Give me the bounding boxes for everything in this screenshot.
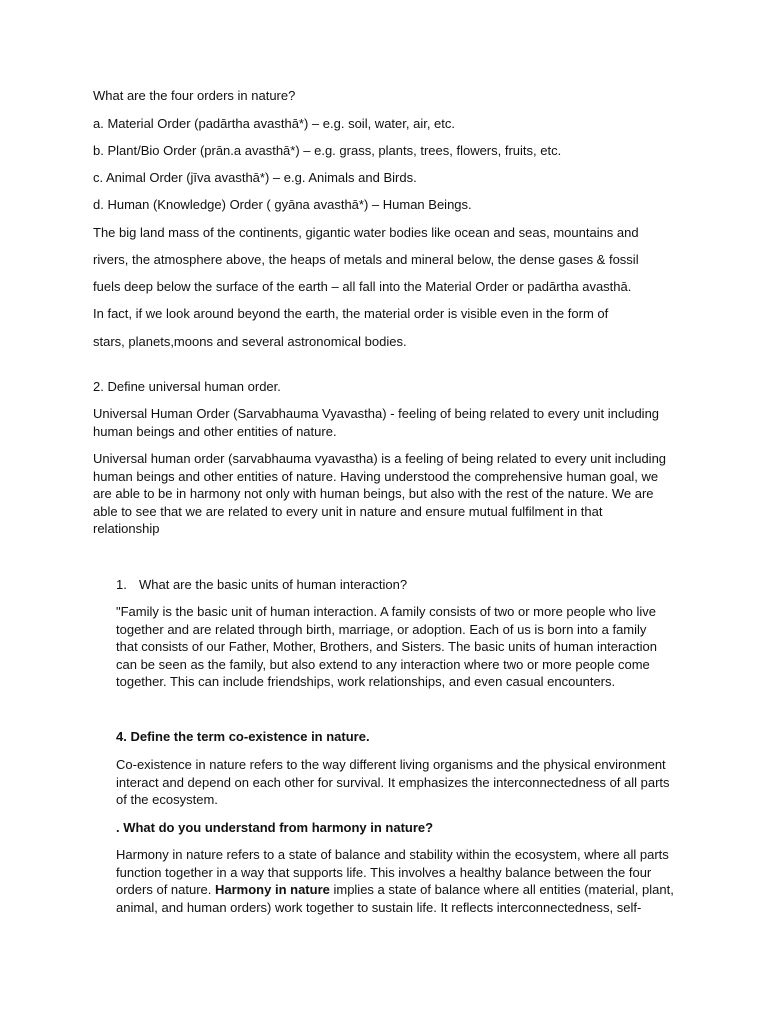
paragraph-line: animal, and human orders) work together to sustain life. It reflects interconnectedness, self- xyxy=(116,899,642,915)
paragraph-co-existence xyxy=(116,756,681,809)
paragraph-line: together and are related through birth, marriage, or adoption. Each of us is born into a family xyxy=(116,621,647,637)
paragraph-line: Universal Human Order (Sarvabhauma Vyavastha) - feeling of being related to every unit including xyxy=(93,406,660,421)
paragraph-universal-order-long xyxy=(93,450,678,538)
paragraph-universal-order-short xyxy=(93,405,678,440)
list-item-material-order: a. Material Order (padārtha avasthā*) – e.g. soil, water, air, etc. xyxy=(93,116,456,131)
question-text: What are the basic units of human interaction? xyxy=(139,577,408,592)
question-four-orders: What are the four orders in nature? xyxy=(93,88,296,103)
list-item-animal-order: c. Animal Order (jīva avasthā*) – e.g. Animals and Birds. xyxy=(93,170,417,185)
paragraph-line: interact and depend on each other for survival. It emphasizes the interconnectedness of all parts xyxy=(116,774,670,790)
paragraph-line: relationship xyxy=(93,521,160,536)
paragraph-line: function together in a way that supports life. This involves a healthy balance between the four xyxy=(116,864,652,880)
paragraph-line: fuels deep below the surface of the earth – all fall into the Material Order or padārtha avasthā. xyxy=(93,279,632,294)
question-universal-order: 2. Define universal human order. xyxy=(93,379,281,394)
list-item-human-order: d. Human (Knowledge) Order ( gyāna avasthā*) – Human Beings. xyxy=(93,197,472,212)
question-co-existence: 4. Define the term co-existence in nature. xyxy=(116,729,370,744)
paragraph-line: able to see that we are related to every unit in nature and ensure mutual fulfilment in that xyxy=(93,503,603,519)
list-item-plant-order: b. Plant/Bio Order (prān.a avasthā*) – e.g. grass, plants, trees, flowers, fruits, etc. xyxy=(93,143,562,158)
paragraph-harmony xyxy=(116,846,681,916)
list-number: 1. xyxy=(116,577,127,592)
paragraph-line: together. This can include friendships, work relationships, and even casual encounters. xyxy=(116,674,616,689)
paragraph-line: are able to be in harmony not only with human beings, but also with the rest of the nature. We are xyxy=(93,486,654,501)
text-run: implies a state of balance where all entities (material, plant, xyxy=(329,882,674,897)
paragraph-line: Harmony in nature refers to a state of balance and stability within the ecosystem, where all parts xyxy=(116,847,669,862)
paragraph-line: Universal human order (sarvabhauma vyavastha) is a feeling of being related to every unit including xyxy=(93,451,667,466)
paragraph-line: Co-existence in nature refers to the way different living organisms and the physical environment xyxy=(116,757,666,772)
paragraph-line: In fact, if we look around beyond the earth, the material order is visible even in the form of xyxy=(93,306,609,321)
paragraph-line: that consists of our Father, Mother, Brothers, and Sisters. The basic units of human interaction xyxy=(116,639,657,654)
paragraph-line: human beings and other entities of nature. Having understood the comprehensive human goal, we xyxy=(93,468,659,484)
paragraph-line: stars, planets,moons and several astronomical bodies. xyxy=(93,334,407,349)
paragraph-line: of the ecosystem. xyxy=(116,792,218,807)
paragraph-line: The big land mass of the continents, gigantic water bodies like ocean and seas, mountains and xyxy=(93,225,639,240)
paragraph-basic-units xyxy=(116,603,681,691)
paragraph-line xyxy=(116,881,681,899)
text-run: orders of nature. xyxy=(116,882,215,897)
paragraph-line: rivers, the atmosphere above, the heaps of metals and mineral below, the dense gases & fossil xyxy=(93,252,639,267)
bold-phrase: Harmony in nature xyxy=(215,882,330,897)
paragraph-line: "Family is the basic unit of human interaction. A family consists of two or more people who live xyxy=(116,604,657,619)
question-harmony: . What do you understand from harmony in nature? xyxy=(116,820,434,835)
question-basic-units xyxy=(116,576,681,594)
paragraph-line: can be seen as the family, but also extend to any interaction where two or more people come xyxy=(116,656,650,672)
paragraph-line: human beings and other entities of nature. xyxy=(93,423,337,439)
